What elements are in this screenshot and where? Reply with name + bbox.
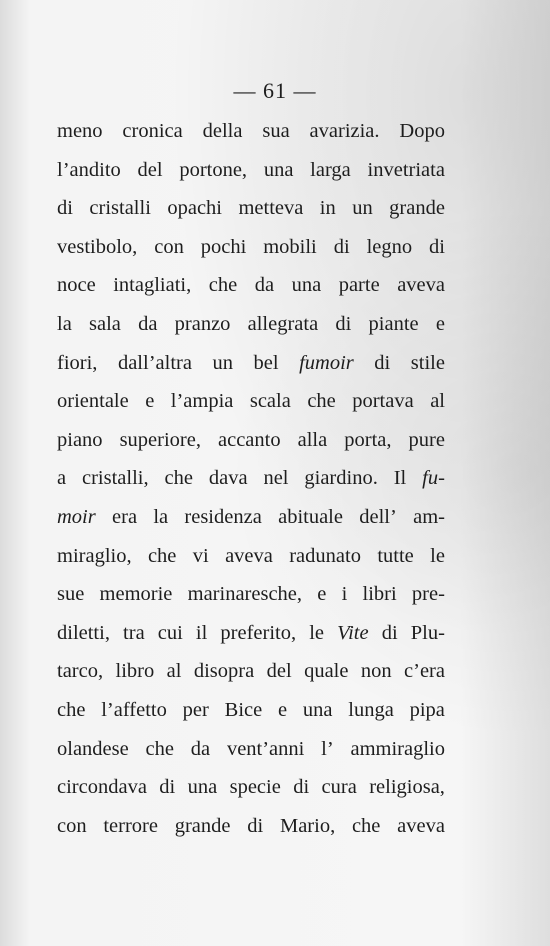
text-line [57,768,445,807]
word: del [137,158,163,181]
word: invetriata [367,158,445,181]
word: la [153,505,169,528]
word: era [112,505,138,528]
word: al [430,390,445,413]
word: giardino. [304,467,378,490]
word: noce [57,274,96,297]
word: aveva [397,814,445,837]
word: che [164,467,193,490]
text-line [57,112,445,151]
word: aveva [225,544,273,567]
word: miraglio, [57,544,132,567]
word: di [293,776,310,799]
word: e [317,583,327,606]
word: al [166,660,182,683]
word: avarizia. [309,120,380,142]
word: Il [393,467,407,490]
word: alla [297,428,328,451]
word: preferito, [220,621,297,644]
text-line [57,614,445,653]
word: di [247,814,264,837]
word: diletti, [57,621,110,644]
word: metteva [238,197,304,220]
word: circondava [57,776,147,799]
word: residenza [184,505,262,528]
text-line [57,344,445,383]
word: del [266,660,292,683]
word: i [341,583,348,606]
word: Mario, [279,814,336,837]
word: pochi [200,235,247,258]
text-line [57,228,445,267]
word-italic: fumoir [299,351,354,374]
word: a [57,467,67,490]
word: un [212,351,233,374]
text-line [57,421,445,460]
word: larga [310,158,351,181]
text-line [57,575,445,614]
word: cristalli [89,197,151,220]
word: nel [263,467,289,490]
text-line [57,537,445,576]
text-line [57,459,445,498]
word: porta, [344,428,392,451]
word: che [57,698,86,721]
word: le [430,544,445,567]
word: libri [362,583,397,606]
word: olandese [57,737,129,760]
word: disopra [193,660,255,683]
text-line [57,498,445,537]
word: lunga [348,698,394,721]
word: e [145,390,155,413]
word: vi [192,544,209,567]
word: di [374,351,391,374]
word: sala [89,312,121,335]
word: l’andito [57,158,121,181]
word: dall’altra [117,351,192,374]
word: un [352,197,373,220]
text-line [57,691,445,730]
word: le [309,621,324,644]
body-text [57,112,445,845]
word: e [435,312,445,335]
word: di [333,235,350,258]
word: con [57,814,87,837]
word: che [208,274,238,297]
word-italic: moir [57,505,96,528]
word: una [263,158,294,181]
word: piante [368,312,419,335]
word: che [145,737,174,760]
word: religiosa, [369,776,445,799]
word: accanto [218,428,281,451]
word: opachi [167,197,222,220]
word: scala [249,390,291,413]
word: tarco, [57,660,104,683]
word: allegrata [247,312,319,335]
word: con [154,235,184,258]
word: grande [174,814,231,837]
word: l’ [321,737,334,760]
word: cristalli, [82,467,149,490]
word: radunato [289,544,361,567]
word: di [429,235,445,258]
word: che [147,544,177,567]
word: dava [208,467,248,490]
word: in [319,197,336,220]
word: am- [413,505,445,528]
word: da [138,312,158,335]
word: mobili [263,235,317,258]
word: sua [262,120,290,142]
word: da [254,274,275,297]
word: pranzo [174,312,231,335]
word: grande [389,197,445,220]
word: da [190,737,211,760]
word: vestibolo, [57,235,138,258]
word: c’era [404,660,445,683]
word: pipa [409,698,445,721]
word: tutte [377,544,414,567]
word: sue [57,583,85,606]
word: orientale [57,390,129,413]
word: e [278,698,288,721]
word: fiori, [57,351,98,374]
word: tra [123,621,145,644]
word: una [187,776,218,799]
word: portava [352,390,414,413]
word: Bice [224,698,263,721]
word: vent’anni [226,737,305,760]
text-line [57,382,445,421]
word: che [351,814,381,837]
text-line [57,151,445,190]
text-line [57,652,445,691]
word: l’ampia [170,390,234,413]
word: la [57,312,72,335]
text-line [57,730,445,769]
word: intagliati, [113,274,192,297]
word: per [182,698,209,721]
word: che [307,390,336,413]
word: pre- [411,583,445,606]
word-italic: fu- [422,467,445,490]
word: meno [57,120,103,142]
word: memorie [99,583,173,606]
word: marinaresche, [187,583,303,606]
word: Plu- [410,621,445,644]
word: aveva [397,274,445,297]
word: specie [229,776,281,799]
text-line [57,266,445,305]
word: di [381,621,398,644]
word: pure [408,428,445,451]
word: della [202,120,243,142]
word: di [159,776,176,799]
word: piano [57,428,103,451]
word: legno [366,235,413,258]
word: Dopo [399,120,445,142]
word: quale [304,660,349,683]
word: l’affetto [101,698,167,721]
word: superiore, [119,428,201,451]
word: dell’ [359,505,397,528]
word: terrore [103,814,158,837]
word: cura [321,776,357,799]
word: una [291,274,322,297]
text-line [57,807,445,846]
word: libro [115,660,155,683]
word: abituale [278,505,343,528]
word-italic: Vite [337,621,369,644]
word: di [57,197,73,220]
word: portone, [179,158,248,181]
word: il [195,621,208,644]
text-line [57,189,445,228]
word: stile [410,351,445,374]
page-number: — 61 — [233,78,317,103]
word: parte [338,274,380,297]
word: cronica [122,120,183,142]
text-line [57,305,445,344]
word: di [335,312,352,335]
word: non [360,660,392,683]
word: cui [157,621,183,644]
word: una [302,698,333,721]
word: bel [253,351,279,374]
word: ammiraglio [350,737,445,760]
